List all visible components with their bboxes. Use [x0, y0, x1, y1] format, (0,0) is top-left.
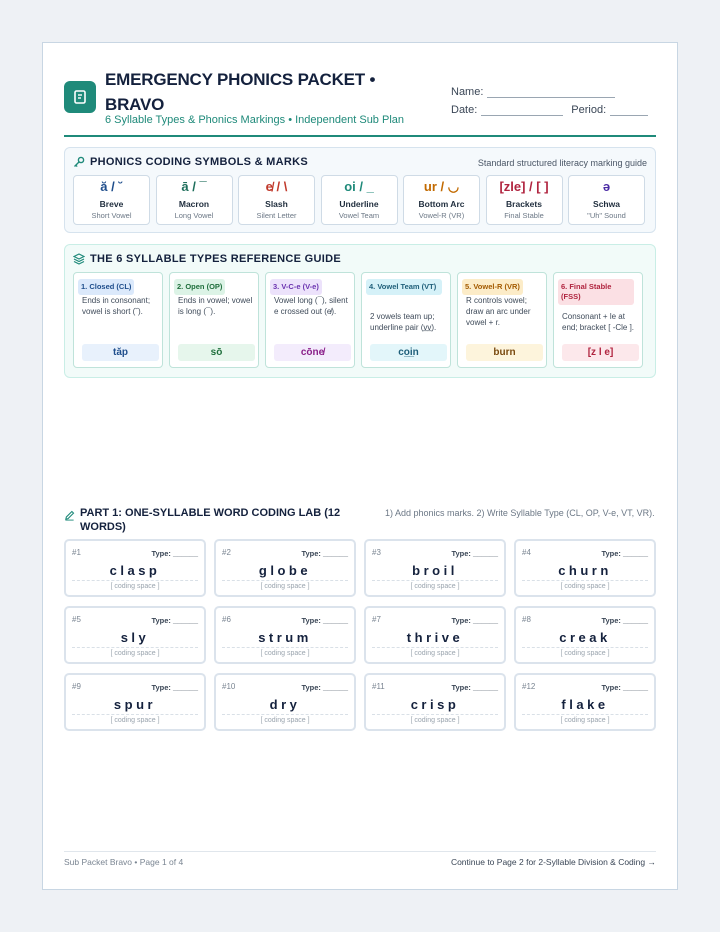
word-card[interactable] — [514, 673, 656, 731]
header — [64, 65, 656, 137]
type-blank[interactable]: Type: ______ — [451, 549, 498, 558]
symbol-name: Macron — [178, 199, 210, 209]
syllable-type-badge: 2. Open (OP) — [174, 279, 225, 295]
symbols-panel-title — [73, 156, 308, 168]
symbol-glyph: e̸ / \ — [265, 179, 288, 194]
name-field[interactable] — [487, 90, 615, 98]
symbol-name: Slash — [265, 199, 288, 209]
word-card[interactable] — [214, 539, 356, 597]
packet-logo-icon — [64, 81, 96, 113]
symbol-glyph: ur / ◡ — [423, 179, 460, 194]
syllable-type-card — [73, 272, 163, 368]
footer-left: Sub Packet Bravo • Page 1 of 4 — [64, 857, 184, 867]
word-number: #12 — [522, 682, 536, 691]
key-icon — [73, 156, 85, 168]
coding-space[interactable]: [ coding space ] — [522, 580, 648, 590]
syllable-type-desc: 2 vowels team up; underline pair (v̲v̲). — [370, 312, 437, 332]
syllable-type-example: co̲i̲n — [370, 344, 447, 361]
coding-space[interactable]: [ coding space ] — [522, 647, 648, 657]
symbol-name: Brackets — [506, 199, 542, 209]
word-text: globe — [258, 563, 312, 578]
word-text: sly — [120, 630, 150, 645]
type-blank[interactable]: Type: ______ — [301, 616, 348, 625]
type-blank[interactable]: Type: ______ — [151, 549, 198, 558]
worksheet-page — [42, 42, 678, 890]
symbol-glyph: ə — [602, 179, 611, 194]
syllable-type-example: cōne̸ — [274, 344, 351, 361]
syllable-types-panel — [64, 244, 656, 378]
symbol-card-bottom-arc — [403, 175, 480, 225]
word-number: #2 — [222, 548, 231, 557]
word-number: #11 — [372, 682, 385, 691]
word-number: #1 — [72, 548, 81, 557]
symbol-desc: Short Vowel — [91, 211, 132, 220]
symbols-panel-title-text: PHONICS CODING SYMBOLS & MARKS — [90, 156, 309, 168]
word-card[interactable] — [64, 539, 206, 597]
page-subtitle: 6 Syllable Types & Phonics Markings • Independent Sub Plan — [105, 114, 404, 126]
symbol-card-breve — [73, 175, 150, 225]
coding-space[interactable]: [ coding space ] — [372, 647, 498, 657]
word-number: #10 — [222, 682, 236, 691]
symbol-glyph: [zle] / [ ] — [499, 179, 549, 194]
syllable-type-example: burn — [466, 344, 543, 361]
syllable-type-desc: Vowel long (¯), silent e crossed out (e̸). — [274, 296, 348, 316]
word-text: creak — [559, 630, 611, 645]
word-text: broil — [412, 563, 458, 578]
syllable-type-card — [553, 272, 643, 368]
name-label: Name: — [451, 86, 484, 98]
word-card[interactable] — [514, 539, 656, 597]
symbol-glyph: ā / ¯ — [181, 179, 207, 194]
syllable-type-badge: 5. Vowel-R (VR) — [462, 279, 523, 295]
word-number: #8 — [522, 615, 531, 624]
word-card[interactable] — [364, 539, 506, 597]
syllable-type-card — [361, 272, 451, 368]
symbol-card-schwa — [568, 175, 645, 225]
syllable-type-example: sō — [178, 344, 255, 361]
word-card[interactable] — [214, 673, 356, 731]
type-blank[interactable]: Type: ______ — [451, 616, 498, 625]
symbol-name: Breve — [99, 199, 124, 209]
symbol-desc: Long Vowel — [174, 211, 214, 220]
syllable-type-badge: 4. Vowel Team (VT) — [366, 279, 442, 295]
symbol-glyph: oi / _ — [344, 179, 374, 194]
coding-space[interactable]: [ coding space ] — [222, 580, 348, 590]
word-card[interactable] — [514, 606, 656, 664]
syllable-panel-title — [73, 253, 341, 265]
word-number: #6 — [222, 615, 231, 624]
symbol-name: Schwa — [593, 199, 620, 209]
period-field[interactable] — [610, 108, 648, 116]
type-blank[interactable]: Type: ______ — [601, 683, 648, 692]
coding-space[interactable]: [ coding space ] — [72, 714, 198, 724]
syllable-type-card — [169, 272, 259, 368]
word-text: churn — [558, 563, 612, 578]
symbol-desc: Silent Letter — [256, 211, 297, 220]
date-field[interactable] — [481, 108, 563, 116]
word-text: dry — [269, 697, 301, 712]
symbol-name: Bottom Arc — [418, 199, 465, 209]
symbol-glyph: ă / ˘ — [100, 179, 123, 194]
syllable-type-desc: Consonant + le at end; bracket [ -Cle ]. — [562, 312, 635, 332]
page-footer — [64, 851, 656, 867]
symbol-desc: "Uh" Sound — [587, 211, 626, 220]
syllable-type-badge: 6. Final Stable (FSS) — [558, 279, 634, 305]
syllable-panel-title-text: THE 6 SYLLABLE TYPES REFERENCE GUIDE — [90, 253, 342, 265]
word-text: clasp — [109, 563, 161, 578]
part1-title — [64, 506, 354, 534]
syllable-type-badge: 3. V-C-e (V-e) — [270, 279, 322, 295]
syllable-type-desc: Ends in vowel; vowel is long (¯). — [178, 296, 253, 316]
symbols-panel — [64, 147, 656, 233]
part1-instructions: 1) Add phonics marks. 2) Write Syllable Type (CL, OP, V-e, VT, VR). — [385, 508, 655, 518]
word-text: spur — [113, 697, 157, 712]
symbol-desc: Vowel Team — [338, 211, 380, 220]
type-blank[interactable]: Type: ______ — [601, 549, 648, 558]
syllable-type-desc: Ends in consonant; vowel is short (˘). — [82, 296, 151, 316]
page-title: EMERGENCY PHONICS PACKET • BRAVO — [105, 70, 376, 114]
word-number: #9 — [72, 682, 81, 691]
type-blank[interactable]: Type: ______ — [151, 683, 198, 692]
syllable-type-example: tăp — [82, 344, 159, 361]
coding-space[interactable]: [ coding space ] — [222, 647, 348, 657]
footer-next-page-link[interactable]: Continue to Page 2 for 2-Syllable Division & Coding → — [450, 857, 656, 867]
coding-space[interactable]: [ coding space ] — [72, 580, 198, 590]
coding-space[interactable]: [ coding space ] — [372, 714, 498, 724]
word-card[interactable] — [64, 673, 206, 731]
word-number: #4 — [522, 548, 531, 557]
syllable-type-card — [457, 272, 547, 368]
syllable-type-card — [265, 272, 355, 368]
part1-title-text: PART 1: ONE-SYLLABLE WORD CODING LAB (12 WORDS) — [80, 507, 341, 533]
pencil-icon — [64, 510, 75, 521]
word-text: flake — [561, 697, 609, 712]
date-label: Date: — [451, 104, 478, 116]
coding-space[interactable]: [ coding space ] — [522, 714, 648, 724]
symbol-card-underline — [321, 175, 398, 225]
symbol-desc: Vowel-R (VR) — [418, 211, 465, 220]
symbol-card-slash — [238, 175, 315, 225]
word-text: strum — [258, 630, 312, 645]
word-card[interactable] — [364, 606, 506, 664]
coding-space[interactable]: [ coding space ] — [72, 647, 198, 657]
symbol-name: Underline — [339, 199, 379, 209]
word-text: crisp — [410, 697, 460, 712]
syllable-type-example: [z l e] — [562, 344, 639, 361]
type-blank[interactable]: Type: ______ — [301, 549, 348, 558]
syllable-type-desc: R controls vowel; draw an arc under vowel + r. — [466, 296, 531, 327]
word-card[interactable] — [214, 606, 356, 664]
coding-space[interactable]: [ coding space ] — [222, 714, 348, 724]
coding-space[interactable]: [ coding space ] — [372, 580, 498, 590]
type-blank[interactable]: Type: ______ — [151, 616, 198, 625]
layers-icon — [73, 253, 85, 265]
word-text: thrive — [406, 630, 464, 645]
word-number: #3 — [372, 548, 381, 557]
student-fields — [451, 80, 656, 116]
symbols-panel-note: Standard structured literacy marking guide — [477, 158, 647, 168]
word-number: #5 — [72, 615, 81, 624]
syllable-type-badge: 1. Closed (CL) — [78, 279, 134, 295]
symbol-card-macron — [156, 175, 233, 225]
type-blank[interactable]: Type: ______ — [601, 616, 648, 625]
period-label: Period: — [571, 104, 607, 116]
word-number: #7 — [372, 615, 381, 624]
symbol-card-brackets — [486, 175, 563, 225]
symbol-desc: Final Stable — [504, 211, 544, 220]
type-blank[interactable]: Type: ______ — [451, 683, 498, 692]
word-card[interactable] — [64, 606, 206, 664]
type-blank[interactable]: Type: ______ — [301, 683, 348, 692]
word-card[interactable] — [364, 673, 506, 731]
